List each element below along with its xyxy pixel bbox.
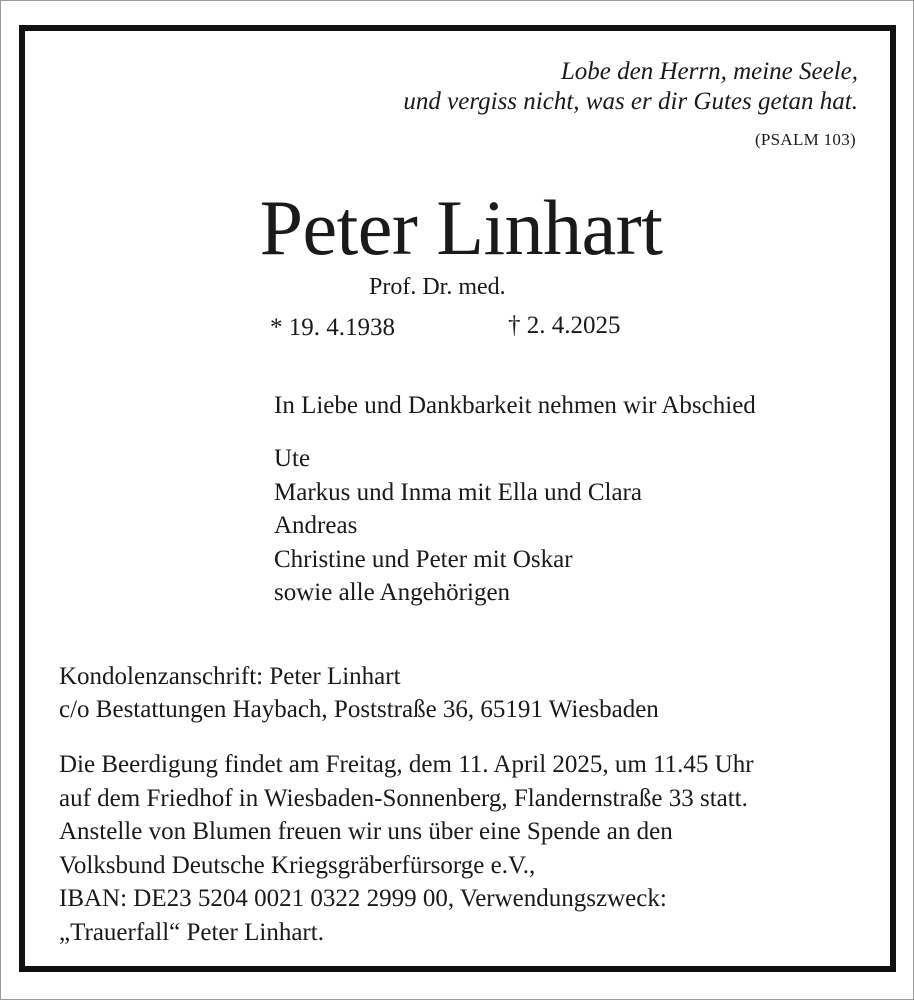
mourner-entry: Ute — [274, 445, 311, 472]
psalm-line: Lobe den Herrn, meine Seele, — [560, 58, 858, 85]
mourner-entry: Christine und Peter mit Oskar — [274, 545, 573, 573]
funeral-line: „Trauerfall“ Peter Linhart. — [59, 918, 324, 946]
funeral-details — [59, 748, 754, 950]
psalm-quote — [0, 57, 858, 117]
mourner-entry: Markus und Inma mit Ella und Clara — [274, 478, 642, 506]
funeral-line: Die Beerdigung findet am Freitag, dem 11. April 2025, um 11.45 Uhr — [59, 751, 754, 778]
psalm-reference: (PSALM 103) — [754, 130, 856, 149]
death-date: † 2. 4.2025 — [508, 312, 621, 339]
funeral-line: Volksbund Deutsche Kriegsgräberfürsorge e.V., — [59, 851, 536, 879]
birth-date: * 19. 4.1938 — [270, 314, 395, 341]
funeral-line: auf dem Friedhof in Wiesbaden-Sonnenberg, Flandernstraße 33 statt. — [59, 784, 748, 812]
farewell-statement: In Liebe und Dankbarkeit nehmen wir Abschied — [274, 392, 756, 419]
mourner-entry: sowie alle Angehörigen — [274, 579, 511, 606]
academic-titles: Prof. Dr. med. — [369, 274, 506, 300]
funeral-line: IBAN: DE23 5204 0021 0322 2999 00, Verwendungszweck: — [59, 885, 667, 913]
deceased-name: Peter Linhart — [259, 184, 663, 271]
funeral-line: Anstelle von Blumen freuen wir uns über eine Spende an den — [59, 818, 673, 846]
psalm-line: und vergiss nicht, was er dir Gutes getan hat. — [403, 88, 858, 115]
condolence-line: c/o Bestattungen Haybach, Poststraße 36, 65191 Wiesbaden — [59, 696, 659, 723]
mourner-entry: Andreas — [274, 512, 358, 539]
mourners-list — [274, 442, 642, 610]
condolence-address — [59, 660, 659, 726]
condolence-line: Kondolenzanschrift: Peter Linhart — [59, 663, 401, 690]
